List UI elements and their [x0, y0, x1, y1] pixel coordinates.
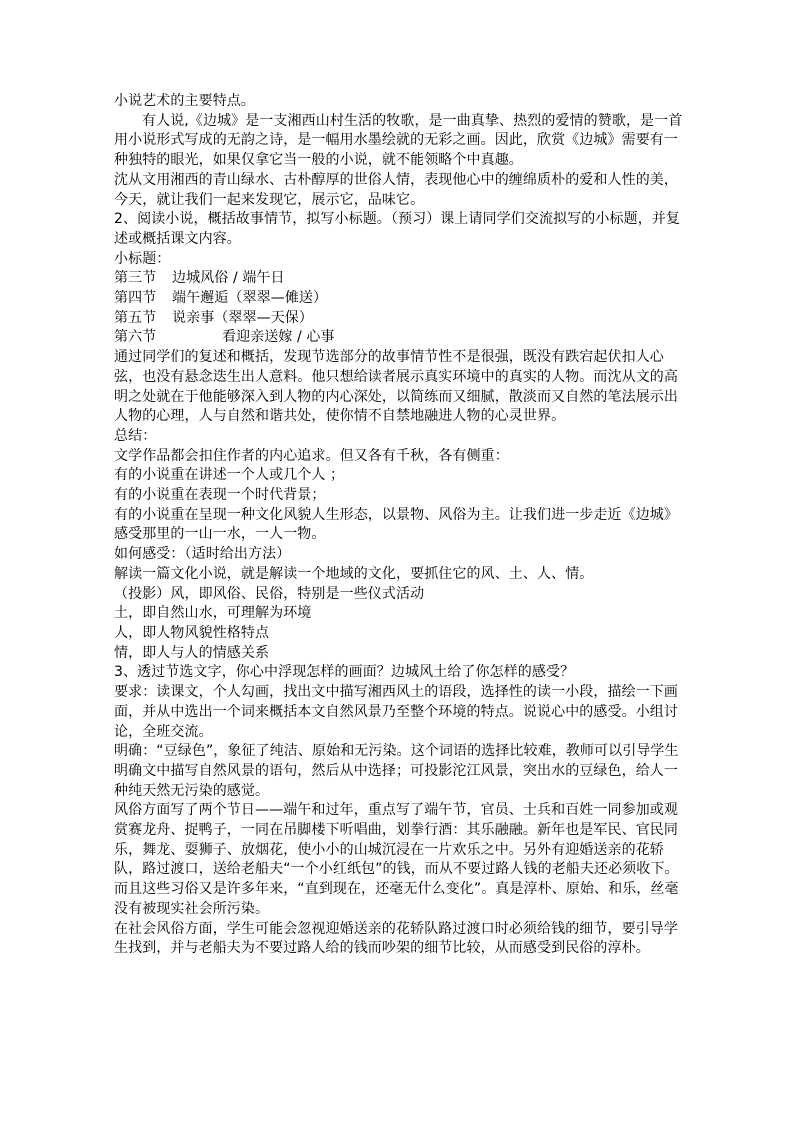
- summary-label: 总结：: [114, 427, 157, 444]
- subtitle-section-number: 第五节: [114, 309, 157, 326]
- intro-tail: 小说艺术的主要特点。: [114, 93, 255, 109]
- how-label: 如何感受：（适时给出方法）: [114, 546, 291, 563]
- document-page: [114, 92, 686, 959]
- summary-line: 有的小说重在讲述一个人或几个人 ；: [114, 467, 345, 484]
- subtitle-section-number: 第三节: [114, 270, 157, 287]
- section-2-title: 2、阅读小说，概括故事情节，拟写小标题。（预习）课上请同学们交流拟写的小标题，并复述或概括课文内容。: [114, 211, 681, 247]
- section-3-title: 3、透过节选文字，你心中浮现怎样的画面？边城风土给了你怎样的感受？: [114, 664, 575, 681]
- how-line: 人，即人物风貌性格特点: [114, 624, 270, 641]
- how-line: 情，即人与人的情感关系: [114, 644, 270, 661]
- subtitle-text: 端午邂逅（翠翠—傩送）: [172, 290, 328, 307]
- paragraph-requirement: 要求：读课文，个人勾画，找出文中描写湘西风土的语段，选择性的读一小段，描绘一下画面，并从中选出一个词来概括本文自然风景乃至整个环境的特点。说说心中的感受。小组讨论，全班交流。: [114, 684, 678, 740]
- subtitle-row: [114, 309, 686, 329]
- paragraph-customs: 风俗方面写了两个节日——端午和过年，重点写了端午节，官员、士兵和百姓一同参加或观赏赛龙舟、捉鸭子，一同在吊脚楼下听唱曲，划拳行酒：其乐融融。新年也是军民、官民同乐，舞龙、耍狮子、放烟花，使小小的山城沉浸在一片欢乐之中。另外有迎婚送亲的花轿队，路过渡口，送给老船夫“一个小红纸包”的钱，而从不要过路人钱的老船夫还必须收下。而且这些习俗又是许多年来，“直到现在，还毫无什么变化”。真是淳朴、原始、和乐，丝毫没有被现实社会所污染。: [114, 802, 679, 917]
- subtitles-label: 小标题：: [114, 250, 171, 267]
- paragraph-clarify: 明确：“豆绿色”，象征了纯洁、原始和无污染。这个词语的选择比较难，教师可以引导学生明确文中描写自然风景的语句，然后从中选择；可投影沱江风景，突出水的豆绿色，给人一种纯天然无污染的感觉。: [114, 743, 679, 799]
- summary-line: 文学作品都会扣住作者的内心追求。但又各有千秋，各有侧重：: [114, 447, 509, 464]
- subtitle-section-number: 第四节: [114, 290, 157, 307]
- subtitle-text: 说亲事（翠翠—天保）: [172, 309, 313, 326]
- paragraph-bian-cheng-intro: 有人说,《边城》是一支湘西山村生活的牧歌，是一曲真挚、热烈的爱情的赞歌，是一首用小说形式写成的无韵之诗，是一幅用水墨绘就的无彩之画。因此，欣赏《边城》需要有一种独特的眼光，如果仅拿它当一般的小说，就不能领略个中真趣。: [114, 112, 683, 169]
- summary-line: 有的小说重在呈现一种文化风貌人生形态，以景物、风俗为主。让我们进一步走近《边城》感受那里的一山一水，一人一物。: [114, 506, 678, 543]
- paragraph-plot-analysis: 通过同学们的复述和概括，发现节选部分的故事情节性不是很强，既没有跌宕起伏扣人心弦，也没有悬念迭生出人意料。他只想给读者展示真实环境中的真实的人物。而沈从文的高明之处就在于他能够深入到人物的内心深处，以简练而又细腻，散淡而又自然的笔法展示出人物的心理，人与自然和谐共处，使你情不自禁地融进人物的心灵世界。: [114, 349, 678, 425]
- subtitle-row: [114, 269, 686, 289]
- subtitle-section-number: 第六节: [114, 329, 157, 346]
- subtitle-row: [114, 289, 686, 309]
- paragraph-social-customs: 在社会风俗方面，学生可能会忽视迎婚送亲的花轿队路过渡口时必须给钱的细节，要引导学生找到，并与老船夫为不要过路人给的钱而吵架的细节比较，从而感受到民俗的淳朴。: [114, 920, 678, 957]
- how-line: 土，即自然山水，可理解为环境: [114, 605, 312, 622]
- subtitle-row: [114, 328, 686, 348]
- summary-line: 有的小说重在表现一个时代背景；: [114, 487, 326, 504]
- subtitle-text: 边城风俗 / 端午日: [172, 270, 285, 287]
- how-line: 解读一篇文化小说，就是解读一个地域的文化，要抓住它的风、土、人、情。: [114, 565, 594, 582]
- paragraph-shen-congwen: 沈从文用湘西的青山绿水、古朴醇厚的世俗人情，表现他心中的缠绵质朴的爱和人性的美，今天，就让我们一起来发现它，展示它，品味它。: [114, 171, 678, 208]
- how-line: （投影）风，即风俗、民俗，特别是一些仪式活动: [114, 585, 425, 602]
- subtitle-text: 看迎亲送嫁 / 心事: [222, 329, 335, 346]
